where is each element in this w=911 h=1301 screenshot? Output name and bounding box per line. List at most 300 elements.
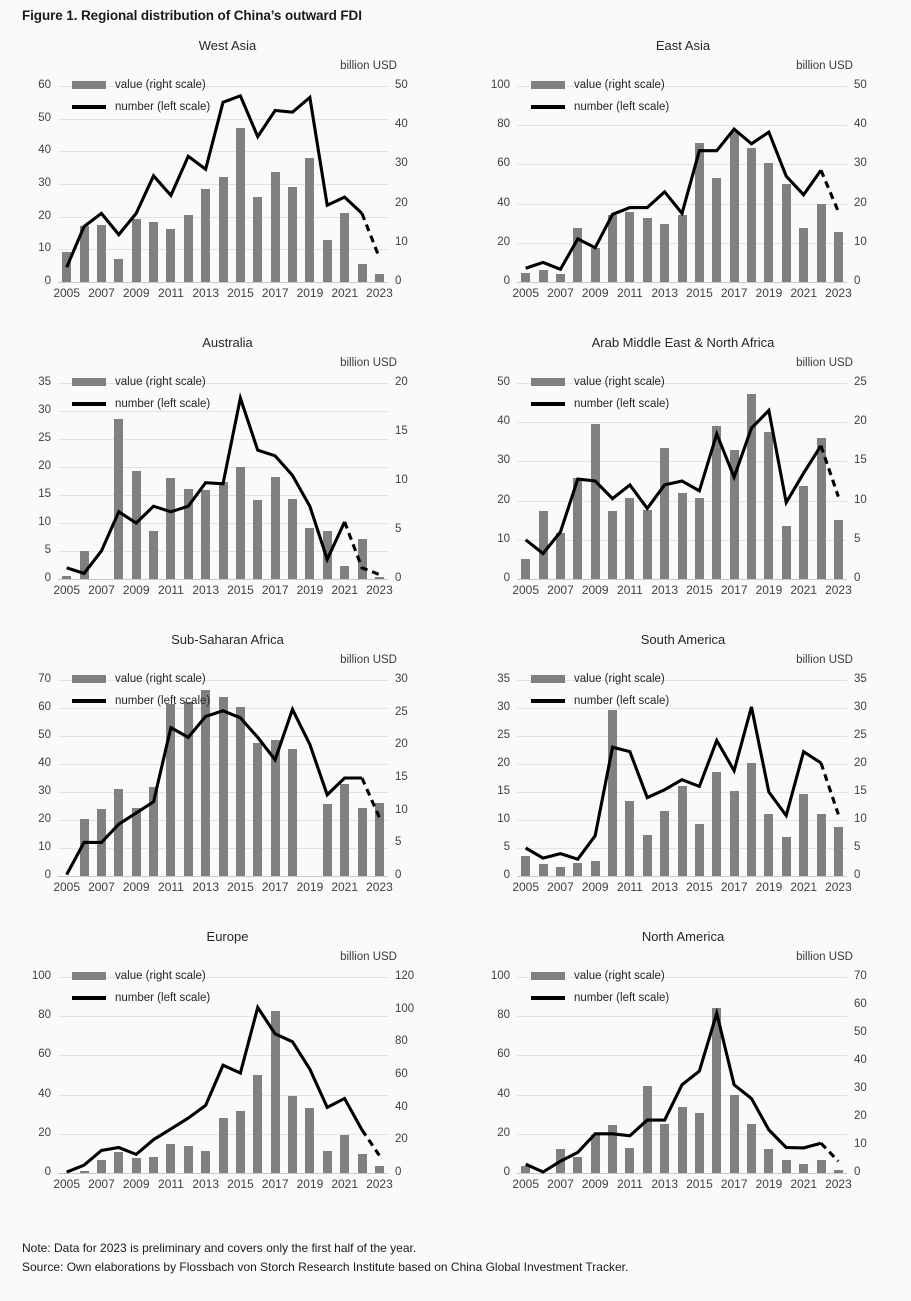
y-tick-left-arab-middle-east-north-africa: 0 [503, 572, 510, 584]
y-tick-left-australia: 10 [38, 516, 51, 528]
bar-cell [301, 680, 318, 876]
bar [660, 1124, 669, 1173]
bar [643, 835, 652, 876]
x-tick-label: 2005 [53, 286, 81, 300]
bar [132, 471, 141, 579]
y-tick-right-east-asia: 10 [854, 235, 867, 248]
bar [817, 438, 826, 579]
bar-cell [795, 383, 812, 579]
bar [521, 1166, 530, 1173]
bar [799, 1164, 808, 1173]
bar [712, 1008, 721, 1173]
bar-cell [691, 977, 708, 1173]
bar [97, 225, 106, 282]
chart-title-arab-middle-east-north-africa: Arab Middle East & North Africa [591, 335, 775, 350]
bar [375, 1166, 384, 1174]
y-tick-left-sub-saharan-africa: 10 [38, 841, 51, 853]
y-tick-left-europe: 0 [44, 1166, 51, 1178]
bar [573, 863, 582, 876]
x-tick-label: 2017 [261, 286, 289, 300]
bar-cell [691, 383, 708, 579]
y-tick-left-west-asia: 10 [38, 242, 51, 255]
bar [539, 511, 548, 579]
legend-label-number: number (left scale) [574, 398, 670, 410]
bar-cell [249, 680, 266, 876]
bar [817, 204, 826, 282]
x-tick-label: 2005 [512, 286, 540, 300]
x-tick-label: 2005 [512, 880, 540, 894]
x-tick-label: 2015 [227, 880, 254, 894]
bar [323, 804, 332, 876]
legend-arab-middle-east-north-africa [531, 371, 669, 415]
chart-panel-south-america [455, 628, 911, 925]
x-tick-label: 2005 [512, 1177, 540, 1191]
bar [305, 158, 314, 282]
x-tick-label: 2013 [651, 286, 679, 300]
x-tick-label: 2017 [261, 1177, 289, 1191]
legend-label-value: value (right scale) [115, 79, 206, 91]
y-tick-left-north-america: 20 [497, 1126, 510, 1139]
bar [799, 794, 808, 876]
bar [166, 1144, 175, 1173]
legend-row-value [72, 965, 210, 987]
y-tick-left-arab-middle-east-north-africa: 40 [497, 415, 510, 428]
x-tick-label: 2009 [581, 880, 609, 894]
x-tick-label: 2021 [331, 286, 359, 300]
legend-label-value: value (right scale) [574, 970, 665, 982]
y-tick-right-sub-saharan-africa: 25 [395, 705, 408, 718]
x-axis-line [517, 1173, 847, 1174]
legend-row-value [72, 74, 210, 96]
y-tick-right-south-america: 10 [854, 813, 867, 825]
legend-sub-saharan-africa [72, 668, 210, 712]
x-tick-label: 2011 [617, 286, 643, 300]
chart-panel-australia [0, 331, 455, 628]
bar-cell [336, 680, 353, 876]
bar-cell [726, 383, 743, 579]
y-tick-right-europe: 60 [395, 1068, 408, 1080]
bar-cell [319, 383, 336, 579]
x-tick-label: 2005 [53, 1177, 81, 1191]
x-tick-label: 2013 [192, 1177, 220, 1191]
x-tick-label: 2019 [755, 1177, 783, 1191]
bar-cell [267, 383, 284, 579]
bar [114, 1152, 123, 1173]
y-tick-left-australia: 20 [38, 460, 51, 472]
bar [271, 477, 280, 579]
legend-bar-swatch-icon [72, 81, 106, 89]
unit-label-sub-saharan-africa: billion USD [340, 654, 397, 666]
bar [782, 837, 791, 876]
bar [834, 520, 843, 579]
y-tick-right-south-america: 25 [854, 729, 867, 741]
y-tick-left-arab-middle-east-north-africa: 20 [497, 493, 510, 506]
legend-label-value: value (right scale) [574, 79, 665, 91]
legend-australia [72, 371, 210, 415]
y-tick-right-south-america: 5 [854, 841, 861, 853]
bar [573, 1157, 582, 1173]
bar-cell [371, 383, 388, 579]
bar-cell [284, 680, 301, 876]
bar [80, 226, 89, 282]
x-tick-label: 2007 [88, 880, 115, 894]
y-tick-left-east-asia: 80 [497, 118, 510, 131]
y-tick-left-sub-saharan-africa: 40 [38, 757, 51, 769]
x-axis-line [517, 876, 847, 877]
y-tick-left-europe: 60 [38, 1048, 51, 1061]
footnote-source: Source: Own elaborations by Flossbach von Storch Research Institute based on China Global Investment Tracker. [22, 1260, 629, 1274]
y-tick-right-east-asia: 20 [854, 196, 867, 209]
bar [132, 219, 141, 282]
y-tick-left-sub-saharan-africa: 70 [38, 673, 51, 685]
bar-cell [232, 977, 249, 1173]
x-tick-label: 2007 [88, 286, 115, 300]
y-tick-left-arab-middle-east-north-africa: 30 [497, 454, 510, 467]
x-tick-label: 2013 [192, 286, 220, 300]
x-tick-label: 2005 [53, 583, 81, 597]
bar [132, 1158, 141, 1173]
x-tick-label: 2011 [617, 1177, 643, 1191]
bar [834, 1170, 843, 1173]
bar-cell [673, 977, 690, 1173]
legend-label-number: number (left scale) [115, 101, 211, 113]
bar [764, 163, 773, 282]
unit-label-west-asia: billion USD [340, 60, 397, 72]
y-tick-left-west-asia: 40 [38, 144, 51, 157]
y-tick-right-south-america: 15 [854, 785, 867, 797]
y-tick-right-north-america: 10 [854, 1138, 867, 1150]
y-tick-right-east-asia: 40 [854, 118, 867, 131]
bar [747, 1124, 756, 1173]
bar [253, 197, 262, 282]
y-tick-right-west-asia: 0 [395, 275, 402, 287]
y-tick-right-europe: 100 [395, 1002, 415, 1015]
x-axis-line [58, 1173, 388, 1174]
legend-bar-swatch-icon [531, 81, 565, 89]
bar [678, 1107, 687, 1173]
legend-bar-swatch-icon [72, 675, 106, 683]
bar [521, 273, 530, 282]
bar [201, 1151, 210, 1173]
bar [305, 1108, 314, 1173]
y-tick-left-south-america: 10 [497, 813, 510, 825]
bar-cell [249, 383, 266, 579]
y-tick-left-south-america: 5 [503, 841, 510, 853]
y-tick-left-australia: 0 [44, 572, 51, 584]
bar-cell [760, 680, 777, 876]
bar [730, 1095, 739, 1173]
bar [573, 228, 582, 282]
bar [730, 791, 739, 876]
x-tick-label: 2013 [192, 880, 220, 894]
y-tick-right-west-asia: 20 [395, 196, 408, 209]
bar [253, 1075, 262, 1173]
y-tick-left-arab-middle-east-north-africa: 50 [497, 376, 510, 388]
chart-panel-north-america [455, 925, 911, 1222]
y-tick-right-europe: 0 [395, 1166, 402, 1178]
bar-cell [232, 86, 249, 282]
chart-title-europe: Europe [206, 929, 249, 944]
legend-line-swatch-icon [531, 402, 565, 406]
y-tick-right-australia: 10 [395, 474, 408, 486]
y-tick-left-east-asia: 0 [503, 275, 510, 287]
bar [556, 1149, 565, 1173]
y-tick-right-north-america: 70 [854, 970, 867, 982]
y-tick-right-sub-saharan-africa: 30 [395, 673, 408, 685]
bar [678, 786, 687, 876]
y-tick-right-arab-middle-east-north-africa: 10 [854, 493, 867, 506]
legend-row-value [72, 668, 210, 690]
bar [114, 419, 123, 579]
legend-line-swatch-icon [72, 699, 106, 703]
bar [132, 808, 141, 876]
x-tick-label: 2009 [122, 583, 150, 597]
legend-bar-swatch-icon [531, 675, 565, 683]
y-tick-right-arab-middle-east-north-africa: 0 [854, 572, 861, 584]
bar [62, 576, 71, 579]
bar [556, 867, 565, 876]
bar [253, 743, 262, 876]
x-tick-label: 2017 [720, 583, 748, 597]
y-tick-left-east-asia: 100 [490, 79, 510, 91]
y-tick-right-north-america: 60 [854, 998, 867, 1010]
bar-cell [284, 383, 301, 579]
bar-cell [284, 86, 301, 282]
bar [747, 394, 756, 579]
x-tick-label: 2007 [88, 583, 115, 597]
x-tick-label: 2017 [261, 880, 289, 894]
bar-cell [760, 86, 777, 282]
x-tick-label: 2015 [227, 1177, 254, 1191]
bar [747, 763, 756, 876]
chart-title-east-asia: East Asia [655, 38, 711, 53]
y-tick-left-north-america: 80 [497, 1009, 510, 1022]
x-tick-label: 2021 [790, 1177, 818, 1191]
y-tick-right-south-america: 35 [854, 673, 867, 685]
bar-cell [284, 977, 301, 1173]
bar [660, 224, 669, 282]
bar-cell [812, 86, 829, 282]
x-tick-label: 2017 [261, 583, 289, 597]
bar [625, 1148, 634, 1173]
bar-cell [336, 383, 353, 579]
bar [288, 1096, 297, 1173]
bar-cell [267, 86, 284, 282]
bar [375, 803, 384, 876]
bar-cell [691, 680, 708, 876]
y-tick-right-east-asia: 50 [854, 79, 867, 91]
x-axis-line [58, 876, 388, 877]
x-tick-label: 2021 [790, 583, 818, 597]
y-tick-left-east-asia: 40 [497, 196, 510, 209]
x-tick-label: 2019 [296, 286, 324, 300]
figure-title: Figure 1. Regional distribution of China’s outward FDI [22, 8, 362, 23]
bar [712, 426, 721, 579]
unit-label-east-asia: billion USD [796, 60, 853, 72]
bar [730, 450, 739, 579]
y-tick-left-australia: 5 [44, 544, 51, 556]
legend-line-swatch-icon [72, 402, 106, 406]
bar [730, 132, 739, 282]
y-tick-right-south-america: 20 [854, 757, 867, 769]
y-tick-left-south-america: 0 [503, 869, 510, 881]
x-tick-label: 2021 [790, 880, 818, 894]
bar-cell [812, 383, 829, 579]
y-tick-right-australia: 0 [395, 572, 402, 584]
y-tick-left-europe: 20 [38, 1126, 51, 1139]
bar [166, 229, 175, 282]
y-tick-left-west-asia: 20 [38, 209, 51, 222]
unit-label-south-america: billion USD [796, 654, 853, 666]
bar [149, 787, 158, 876]
bar [764, 814, 773, 876]
y-tick-left-south-america: 35 [497, 673, 510, 685]
bar [660, 448, 669, 579]
bar [591, 861, 600, 876]
x-tick-label: 2013 [192, 583, 220, 597]
x-tick-label: 2021 [331, 880, 359, 894]
bar [97, 809, 106, 876]
y-tick-right-australia: 15 [395, 425, 408, 437]
bar [608, 511, 617, 579]
y-tick-left-west-asia: 50 [38, 111, 51, 124]
legend-row-number [72, 690, 210, 712]
x-axis-line [58, 282, 388, 283]
bar [782, 526, 791, 579]
bar-cell [249, 86, 266, 282]
x-tick-label: 2019 [296, 583, 324, 597]
y-tick-left-europe: 80 [38, 1009, 51, 1022]
y-tick-left-east-asia: 60 [497, 157, 510, 170]
y-tick-left-australia: 25 [38, 432, 51, 444]
x-tick-label: 2023 [825, 583, 852, 597]
bar-cell [267, 680, 284, 876]
y-tick-left-australia: 15 [38, 488, 51, 500]
x-tick-label: 2023 [366, 286, 393, 300]
bar [625, 801, 634, 876]
bar [80, 1171, 89, 1173]
bar-cell [214, 86, 231, 282]
bar [764, 432, 773, 579]
y-tick-left-west-asia: 30 [38, 177, 51, 189]
legend-bar-swatch-icon [531, 972, 565, 980]
x-tick-label: 2015 [227, 286, 254, 300]
bar [340, 784, 349, 876]
bar [539, 270, 548, 282]
y-tick-left-sub-saharan-africa: 0 [44, 869, 51, 881]
bar [591, 1135, 600, 1173]
bar-cell [353, 977, 370, 1173]
bar-cell [214, 383, 231, 579]
bar [375, 274, 384, 282]
legend-label-number: number (left scale) [574, 101, 670, 113]
bar [695, 498, 704, 579]
legend-label-number: number (left scale) [115, 992, 211, 1004]
y-tick-left-north-america: 0 [503, 1166, 510, 1178]
bar-cell [353, 383, 370, 579]
legend-row-number [531, 96, 669, 118]
footnote-note: Note: Data for 2023 is preliminary and covers only the first half of the year. [22, 1241, 417, 1255]
bar [219, 1118, 228, 1173]
bar-cell [760, 383, 777, 579]
x-tick-label: 2023 [366, 1177, 393, 1191]
legend-west-asia [72, 74, 210, 118]
bar [201, 490, 210, 579]
y-tick-right-arab-middle-east-north-africa: 5 [854, 532, 861, 545]
x-tick-label: 2007 [547, 880, 574, 894]
y-tick-left-arab-middle-east-north-africa: 10 [497, 532, 510, 545]
bar [660, 811, 669, 876]
legend-row-value [72, 371, 210, 393]
x-tick-label: 2013 [651, 880, 679, 894]
bar [305, 528, 314, 579]
bar-cell [371, 86, 388, 282]
bar-cell [795, 680, 812, 876]
y-tick-left-west-asia: 0 [44, 275, 51, 287]
chart-panel-east-asia [455, 34, 911, 331]
x-tick-label: 2005 [53, 880, 81, 894]
legend-bar-swatch-icon [531, 378, 565, 386]
bar-cell [691, 86, 708, 282]
bar-cell [673, 86, 690, 282]
bar-cell [249, 977, 266, 1173]
chart-panel-sub-saharan-africa [0, 628, 455, 925]
y-tick-left-south-america: 20 [497, 757, 510, 769]
y-tick-right-arab-middle-east-north-africa: 20 [854, 415, 867, 428]
bar-cell [708, 977, 725, 1173]
x-tick-label: 2011 [617, 583, 643, 597]
unit-label-arab-middle-east-north-africa: billion USD [796, 357, 853, 369]
legend-row-value [531, 371, 669, 393]
bar [253, 500, 262, 579]
x-tick-label: 2021 [331, 583, 359, 597]
y-tick-right-west-asia: 50 [395, 79, 408, 91]
x-tick-label: 2015 [686, 583, 713, 597]
bar [271, 172, 280, 282]
bar [323, 531, 332, 579]
bar [288, 187, 297, 282]
x-tick-label: 2007 [547, 286, 574, 300]
bar-cell [812, 680, 829, 876]
bar [556, 274, 565, 282]
y-tick-right-west-asia: 30 [395, 157, 408, 170]
bar-cell [232, 383, 249, 579]
legend-row-number [72, 987, 210, 1009]
bar-cell [673, 383, 690, 579]
y-tick-left-north-america: 40 [497, 1087, 510, 1100]
bar [608, 1125, 617, 1173]
x-tick-label: 2013 [651, 583, 679, 597]
x-tick-label: 2007 [547, 583, 574, 597]
bar-cell [319, 977, 336, 1173]
bar [817, 814, 826, 876]
bar-cell [214, 680, 231, 876]
bar [114, 259, 123, 282]
bar-cell [830, 86, 847, 282]
legend-label-number: number (left scale) [574, 992, 670, 1004]
bar [323, 1151, 332, 1173]
bar [271, 740, 280, 876]
bar [184, 489, 193, 579]
bar [236, 707, 245, 876]
unit-label-north-america: billion USD [796, 951, 853, 963]
bar [678, 493, 687, 579]
bar [80, 819, 89, 876]
y-tick-right-europe: 20 [395, 1133, 408, 1146]
legend-line-swatch-icon [72, 996, 106, 1000]
bar [799, 228, 808, 282]
y-tick-left-sub-saharan-africa: 20 [38, 813, 51, 825]
